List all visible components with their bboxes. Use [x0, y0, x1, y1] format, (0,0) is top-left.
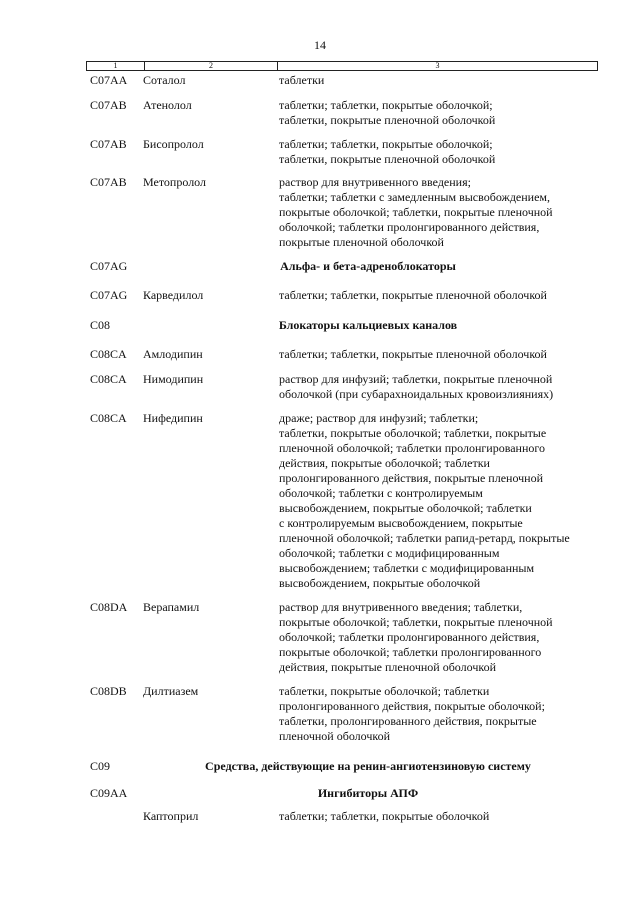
- group-heading: Ингибиторы АПФ: [317, 786, 419, 800]
- drug-name: Амлодипин: [143, 347, 203, 361]
- atc-code: C07AG: [90, 288, 128, 302]
- dosage-forms: драже; раствор для инфузий; таблетки; таблетки, покрытые оболочкой; таблетки, покрытые пленочной оболочкой; таблетки пролонгированного действия, покрытые оболочкой; таблетки пролонгированного действия, покрытые пленочной оболочкой; таблетки с контролируемым высвобождением, покрытые оболочкой; таблетки с контролируемым высвобождением, покрытые пленочной оболочкой; таблетки рапид-ретард, покрытые оболочкой; таблетки с модифицированным высвобождением; таблетки с модифицированным высвобождением, покрытые оболочкой: [279, 411, 570, 590]
- atc-code: C07AG: [90, 259, 128, 273]
- dosage-forms: таблетки: [279, 73, 325, 87]
- drug-name: Нифедипин: [143, 411, 203, 425]
- atc-code: C07AB: [90, 175, 127, 189]
- page-number: 14: [314, 38, 326, 52]
- drug-name: Бисопролол: [143, 137, 204, 151]
- drug-name: Каптоприл: [143, 809, 199, 823]
- atc-code: C08DA: [90, 600, 128, 614]
- column-number-header: [86, 61, 598, 71]
- group-heading: Средства, действующие на ренин-ангиотензиновую систему: [205, 759, 531, 773]
- dosage-forms: таблетки, покрытые оболочкой; таблетки пролонгированного действия, покрытые оболочкой; таблетки, пролонгированного действия, покрытые пленочной оболочкой: [279, 684, 545, 743]
- column-number-1: 1: [87, 62, 145, 70]
- drug-name: Дилтиазем: [143, 684, 199, 698]
- dosage-forms: раствор для инфузий; таблетки, покрытые пленочной оболочкой (при субарахноидальных кровоизлияниях): [279, 372, 554, 401]
- atc-code: C07AA: [90, 73, 128, 87]
- column-number-2: 2: [145, 62, 278, 70]
- dosage-forms: таблетки; таблетки, покрытые оболочкой; таблетки, покрытые пленочной оболочкой: [279, 137, 496, 166]
- group-heading: Альфа- и бета-адреноблокаторы: [280, 259, 456, 273]
- atc-code: C08CA: [90, 372, 127, 386]
- dosage-forms: таблетки; таблетки, покрытые пленочной оболочкой: [279, 288, 547, 302]
- drug-name: Атенолол: [143, 98, 192, 112]
- dosage-forms: таблетки; таблетки, покрытые пленочной оболочкой: [279, 347, 547, 361]
- atc-code: C08DB: [90, 684, 127, 698]
- drug-name: Верапамил: [143, 600, 200, 614]
- atc-code: C07AB: [90, 137, 127, 151]
- dosage-forms: таблетки; таблетки, покрытые оболочкой; таблетки, покрытые пленочной оболочкой: [279, 98, 496, 127]
- dosage-forms: раствор для внутривенного введения; таблетки; таблетки с замедленным высвобождением, покрытые оболочкой; таблетки, покрытые пленочной оболочкой; таблетки пролонгированного действия, покрытые пленочной оболочкой: [279, 175, 553, 249]
- atc-code: C08: [90, 318, 111, 332]
- drug-name: Метопролол: [143, 175, 207, 189]
- drug-name: Нимодипин: [143, 372, 204, 386]
- group-heading: Блокаторы кальциевых каналов: [278, 318, 458, 332]
- atc-code: C07AB: [90, 98, 127, 112]
- drug-name: Карведилол: [143, 288, 204, 302]
- atc-code: C09AA: [90, 786, 128, 800]
- atc-code: C08CA: [90, 411, 127, 425]
- atc-code: C09: [90, 759, 111, 773]
- atc-code: C08CA: [90, 347, 127, 361]
- dosage-forms: таблетки; таблетки, покрытые оболочкой: [279, 809, 490, 823]
- column-number-3: 3: [435, 61, 440, 70]
- drug-name: Соталол: [143, 73, 186, 87]
- dosage-forms: раствор для внутривенного введения; таблетки, покрытые оболочкой; таблетки, покрытые пленочной оболочкой; таблетки пролонгированного действия, покрытые оболочкой; таблетки пролонгированного действия, покрытые пленочной оболочкой: [279, 600, 553, 674]
